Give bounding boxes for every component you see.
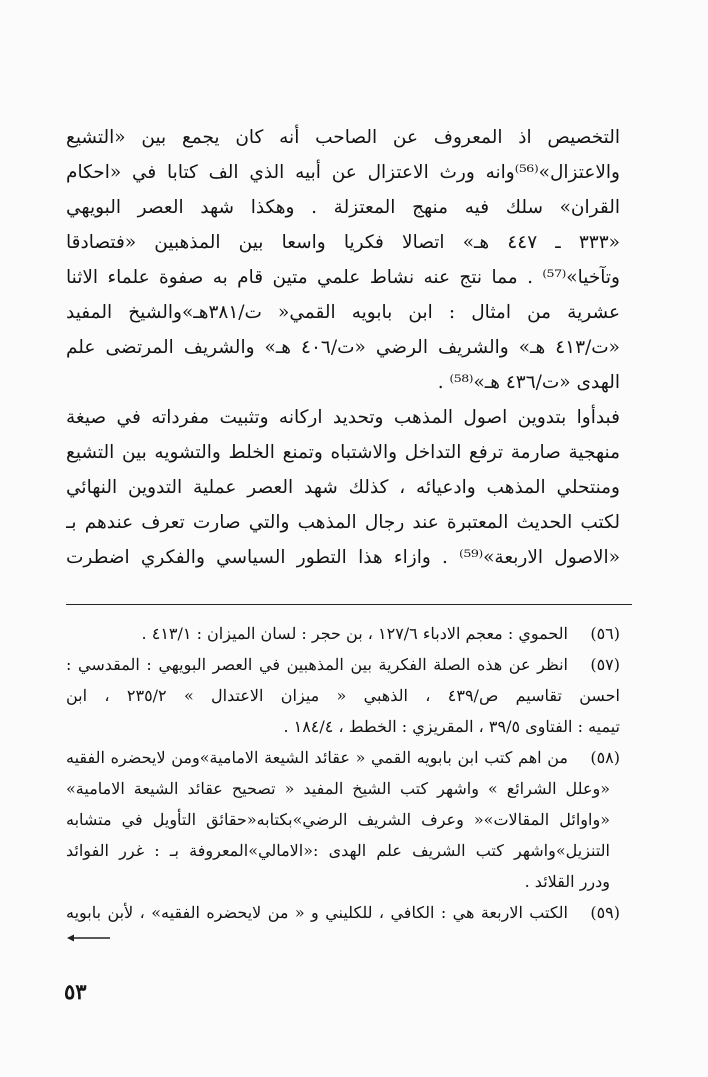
footnote-number: (٥٩) — [590, 903, 620, 922]
footnote-line: «وعلل الشرائع » واشهر كتب الشيخ المفيد « تصحيح عقائد الشيعة الامامية» — [66, 779, 611, 798]
footnote-line: التنزيل»واشهر كتب الشريف علم الهدى :«الامالي»المعروفة بـ : غرر الفوائد — [66, 841, 610, 860]
page-number: ٥٣ — [64, 979, 87, 1004]
body-line: لكتب الحديث المعتبرة عند رجال المذهب والتي صارت تعرف عندهم بـ — [66, 512, 620, 533]
footnote-number: (٥٧) — [590, 655, 620, 674]
footnote-line: الحموي : معجم الادباء ١٢٧/٦ ، بن حجر : لسان الميزان : ٤١٣/١ . — [141, 624, 568, 643]
body-line: وتآخيا»⁽⁵⁷⁾ . مما نتج عنه نشاط علمي متين قام به صفوة علماء الاثنا — [66, 267, 620, 288]
body-line: «ت/٤١٣ هـ» والشريف الرضي «ت/٤٠٦ هـ» والشريف المرتضى علم — [66, 337, 620, 358]
body-line: ومنتحلي المذهب وادعيائه ، كذلك شهد العصر عملية التدوين النهائي — [66, 477, 620, 498]
footnote-number: (٥٦) — [590, 624, 620, 643]
body-line: الهدى «ت/٤٣٦ هـ»⁽⁵⁸⁾ . — [437, 372, 620, 393]
footnote-57 — [66, 649, 620, 742]
body-line: والاعتزال»⁽⁵⁶⁾وانه ورث الاعتزال عن أبيه الذي الف كتابا في «احكام — [66, 162, 620, 183]
main-paragraphs — [66, 120, 620, 575]
footnote-divider — [66, 604, 632, 605]
body-line: فبدأوا بتدوين اصول المذهب وتحديد اركانه وتثبيت مفرداته في صيغة — [66, 407, 620, 428]
footnote-58 — [66, 742, 620, 897]
footnote-line: الكتب الاربعة هي : الكافي ، للكليني و « من لايحضره الفقيه» ، لأبن بابويه — [66, 903, 568, 922]
footnote-56 — [66, 618, 620, 649]
body-line: منهجية صارمة ترفع التداخل والاشتباه وتمنع الخلط والتشويه بين التشيع — [66, 442, 620, 463]
footnote-59 — [66, 897, 620, 928]
footnote-number: (٥٨) — [590, 748, 620, 767]
body-line: عشرية من امثال : ابن بابويه القمي« ت/٣٨١هـ»والشيخ المفيد — [66, 302, 620, 323]
footnote-line: انظر عن هذه الصلة الفكرية بين المذهبين في العصر البويهي : المقدسي : — [66, 655, 568, 674]
footnote-line: احسن تقاسيم ص/٤٣٩ ، الذهبي « ميزان الاعتدال » ٢٣٥/٢ ، ابن — [66, 686, 620, 705]
footnotes — [66, 618, 620, 928]
footnote-line: ودرر القلائد . — [524, 872, 610, 891]
body-line: «٣٣٣ ـ ٤٤٧ هـ» اتصالا فكريا واسعا بين المذهبين «فتصادقا — [66, 232, 620, 253]
footnote-line: تيميه : الفتاوى ٣٩/٥ ، المقريزي : الخطط ، ١٨٤/٤ . — [283, 717, 620, 736]
body-line: التخصيص اذ المعروف عن الصاحب أنه كان يجمع بين «التشيع — [66, 127, 620, 148]
footnote-line: «واوائل المقالات»« وعرف الشريف الرضي»بكتابه«حقائق التأويل في متشابه — [66, 810, 610, 829]
body-line: «الاصول الاربعة»⁽⁵⁹⁾ . وازاء هذا التطور السياسي والفكري اضطرت — [66, 547, 620, 568]
body-line: القران» سلك فيه منهج المعتزلة . وهكذا شهد العصر البويهي — [66, 197, 620, 218]
footnote-line: من اهم كتب ابن بابويه القمي « عقائد الشيعة الامامية»ومن لايحضره الفقيه — [66, 748, 568, 767]
continuation-arrow-icon — [66, 933, 112, 943]
